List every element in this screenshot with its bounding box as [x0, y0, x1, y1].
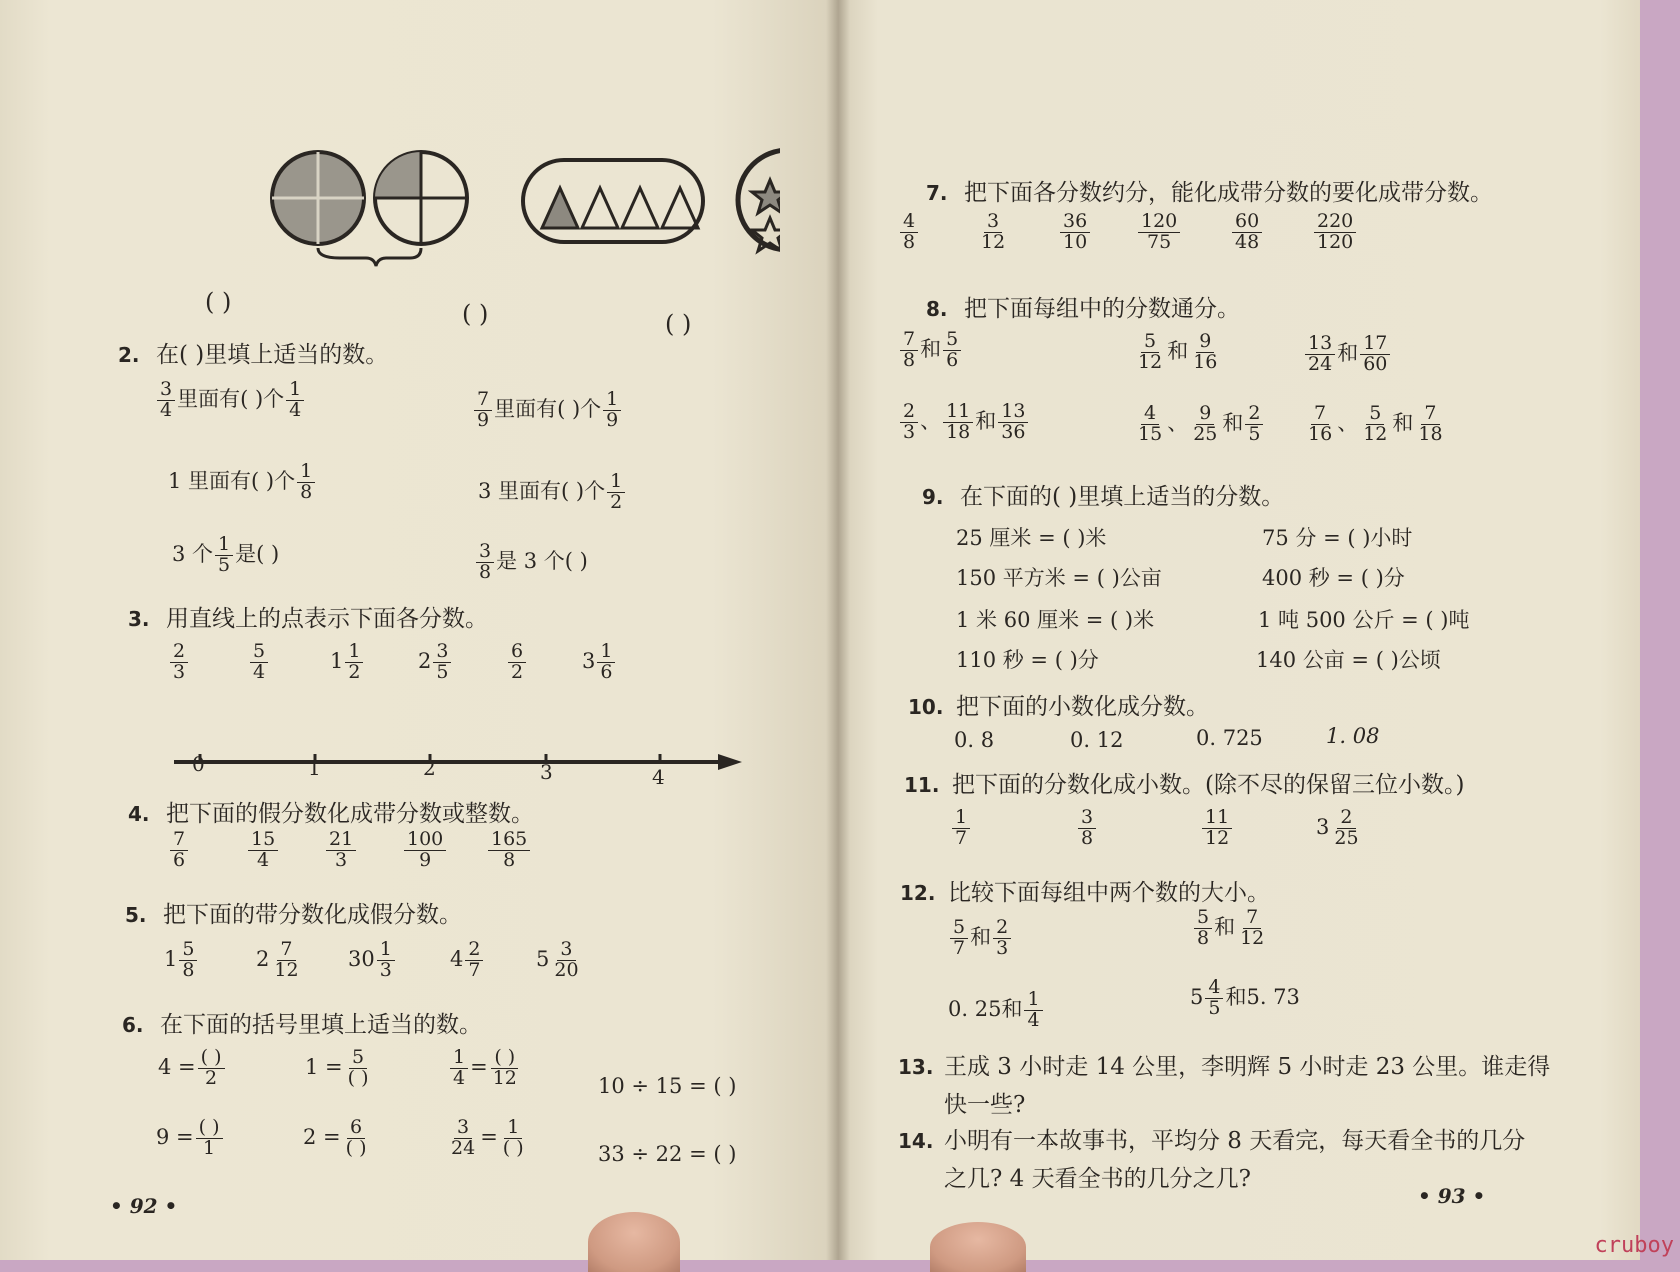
question-text: 王成 3 小时走 14 公里，李明辉 5 小时走 23 公里。谁走得: [944, 1054, 1551, 1080]
q10-item-3: 0. 725: [1196, 726, 1263, 750]
q6-item-6: 2 = $\frac{6}{( )}$: [303, 1116, 367, 1159]
figure-blank-2: ( ): [462, 300, 489, 328]
q8-group-2: $\frac{5}{12}$ 和 $\frac{9}{16}$: [1138, 330, 1218, 373]
q9-item-8: 140 公亩 = ( )公顷: [1256, 648, 1441, 672]
question-number: 11.: [904, 773, 940, 797]
tick-label-2: 2: [423, 756, 436, 780]
question-text: 在下面的( )里填上适当的分数。: [960, 484, 1285, 510]
q6-item-5: 9 = $\frac{( )}{1}$: [156, 1118, 225, 1159]
q10-item-1: 0. 8: [954, 728, 995, 752]
stars-figure: [738, 150, 780, 251]
question-number: 8.: [926, 297, 948, 321]
question-text: 用直线上的点表示下面各分数。: [166, 606, 488, 632]
q12-group-2: $\frac{5}{8}$ 和 $\frac{7}{12}$: [1192, 908, 1269, 949]
q12-group-3: 0. 25和 $\frac{1}{4}$: [948, 990, 1045, 1031]
q12-group-1: $\frac{5}{7}$ 和 $\frac{2}{3}$: [948, 918, 1013, 959]
q8-group-1: $\frac{7}{8}$ 和 $\frac{5}{6}$: [898, 330, 963, 371]
thumb-left: [588, 1212, 680, 1272]
right-page: [838, 0, 1640, 1260]
q11-fraction-list: $\frac{1}{7}$ $\frac{3}{8}$ $\frac{11}{12}$ 3 $\frac{2}{25}$: [950, 808, 1364, 849]
question-text: 把下面的分数化成小数。(除不尽的保留三位小数。): [952, 772, 1465, 798]
figure-blank-1: ( ): [205, 288, 232, 316]
q2-item-2: $\frac{7}{9}$ 里面有( )个 $\frac{1}{9}$: [472, 390, 623, 431]
shaded-circles-figure: [272, 152, 467, 266]
triangles-figure: [523, 160, 703, 242]
question-text: 在下面的括号里填上适当的数。: [160, 1012, 482, 1038]
question-number: 2.: [118, 343, 140, 367]
question-number: 3.: [128, 607, 150, 631]
q4-fraction-list: $\frac{7}{6}$ $\frac{15}{4}$ $\frac{21}{3}$ $\frac{100}{9}$ $\frac{165}{8}$: [168, 830, 566, 871]
q10-item-2: 0. 12: [1070, 728, 1124, 752]
question-number: 5.: [125, 903, 147, 927]
left-page: [0, 0, 838, 1260]
q9-item-5: 1 米 60 厘米 = ( )米: [956, 608, 1155, 632]
q6-item-3: $\frac{1}{4}$ = $\frac{( )}{12}$: [448, 1048, 522, 1089]
question-text: 把下面的假分数化成带分数或整数。: [166, 801, 534, 827]
q2-item-4: 3 里面有( )个 $\frac{1}{2}$: [478, 472, 627, 513]
question-3-heading: [128, 600, 488, 633]
q9-item-1: 25 厘米 = ( )米: [956, 526, 1107, 550]
question-number: 6.: [122, 1013, 144, 1037]
q6-item-2: 1 = $\frac{5}{( )}$: [305, 1046, 369, 1089]
question-number: 7.: [926, 181, 948, 205]
q9-item-4: 400 秒 = ( )分: [1262, 566, 1405, 590]
question-9-heading: [922, 478, 1284, 511]
question-text: 比较下面每组中两个数的大小。: [948, 880, 1270, 906]
q6-item-1: 4 = $\frac{( )}{2}$: [158, 1048, 227, 1089]
fraction-figures: [130, 140, 780, 300]
q2-item-1: $\frac{3}{4}$ 里面有( )个 $\frac{1}{4}$: [155, 380, 306, 421]
tick-label-1: 1: [308, 756, 321, 780]
question-6-heading: [122, 1006, 482, 1039]
q9-item-7: 110 秒 = ( )分: [956, 648, 1099, 672]
figure-blank-3: ( ): [665, 310, 692, 338]
tick-label-0: 0: [192, 752, 205, 776]
watermark: cruboy: [1594, 1233, 1674, 1258]
question-5-heading: [125, 896, 462, 929]
page-number-left: • 92 •: [110, 1194, 178, 1218]
tick-label-3: 3: [540, 760, 553, 784]
q8-group-3: $\frac{13}{24}$ 和 $\frac{17}{60}$: [1303, 334, 1392, 375]
book-gutter-shadow: [826, 0, 850, 1260]
thumb-right: [930, 1222, 1026, 1272]
q10-item-4: 1. 08: [1326, 724, 1380, 748]
question-number: 9.: [922, 485, 944, 509]
q8-group-6: $\frac{7}{16}$ 、 $\frac{5}{12}$ 和 $\frac{7}{18}$: [1308, 402, 1443, 445]
question-text: 在( )里填上适当的数。: [156, 342, 389, 368]
question-number: 10.: [908, 695, 944, 719]
question-text: 把下面每组中的分数通分。: [964, 296, 1240, 322]
q6-item-7: $\frac{3}{24}$ = $\frac{1}{( )}$: [451, 1116, 524, 1159]
q2-item-3: 1 里面有( )个 $\frac{1}{8}$: [168, 462, 317, 503]
q8-group-5: $\frac{4}{15}$ 、 $\frac{9}{25}$ 和 $\frac{2}{5}$: [1133, 404, 1265, 445]
question-14: [898, 1122, 1525, 1155]
question-7-heading: [926, 174, 1493, 207]
question-13: [898, 1048, 1550, 1081]
q8-group-4: $\frac{2}{3}$ 、 $\frac{11}{18}$ 和 $\frac{13}{36}$: [898, 402, 1030, 443]
question-8-heading: [926, 290, 1240, 323]
question-12-heading: [900, 874, 1270, 907]
q5-fraction-list: 1 $\frac{5}{8}$ 2 $\frac{7}{12}$ 30 $\frac{1}{3}$ 4 $\frac{2}{7}$ 5 $\frac{3}{20}$: [164, 938, 579, 981]
question-text: 把下面各分数约分，能化成带分数的要化成带分数。: [964, 180, 1493, 206]
question-11-heading: [904, 766, 1464, 799]
question-number: 12.: [900, 881, 936, 905]
question-number: 13.: [898, 1055, 934, 1079]
q9-item-6: 1 吨 500 公斤 = ( )吨: [1258, 608, 1470, 632]
q9-item-2: 75 分 = ( )小时: [1262, 526, 1413, 550]
question-14-line-2: 之几? 4 天看全书的几分之几?: [944, 1166, 1251, 1192]
q6-item-8: 33 ÷ 22 = ( ): [598, 1142, 737, 1166]
question-2-heading: [118, 336, 388, 369]
q3-fraction-list: $\frac{2}{3}$ $\frac{5}{4}$ 1 $\frac{1}{2}$ 2 $\frac{3}{5}$ $\frac{6}{2}$ 3 $\frac{1}{6}$: [168, 642, 662, 683]
question-text: 小明有一本故事书，平均分 8 天看完，每天看全书的几分: [944, 1128, 1526, 1154]
question-text: 把下面的带分数化成假分数。: [163, 902, 462, 928]
question-4-heading: [128, 795, 534, 828]
question-text: 把下面的小数化成分数。: [956, 694, 1209, 720]
q9-item-3: 150 平方米 = ( )公亩: [956, 566, 1162, 590]
tick-label-4: 4: [652, 765, 665, 789]
q7-fraction-list: $\frac{4}{8}$ $\frac{3}{12}$ $\frac{36}{10}$ $\frac{120}{75}$ $\frac{60}{48}$ $\frac{220}{120}$: [898, 212, 1392, 253]
question-number: 4.: [128, 802, 150, 826]
q6-item-4: 10 ÷ 15 = ( ): [598, 1074, 737, 1098]
q2-item-5: 3 个 $\frac{1}{5}$ 是( ): [172, 533, 280, 576]
q2-item-6: $\frac{3}{8}$ 是 3 个( ): [474, 542, 588, 583]
question-10-heading: [908, 688, 1209, 721]
q12-group-4: 5 $\frac{4}{5}$ 和5. 73: [1190, 976, 1300, 1019]
page-number-right: • 93 •: [1418, 1184, 1486, 1208]
question-number: 14.: [898, 1129, 934, 1153]
question-13-line-2: 快一些?: [944, 1092, 1026, 1118]
